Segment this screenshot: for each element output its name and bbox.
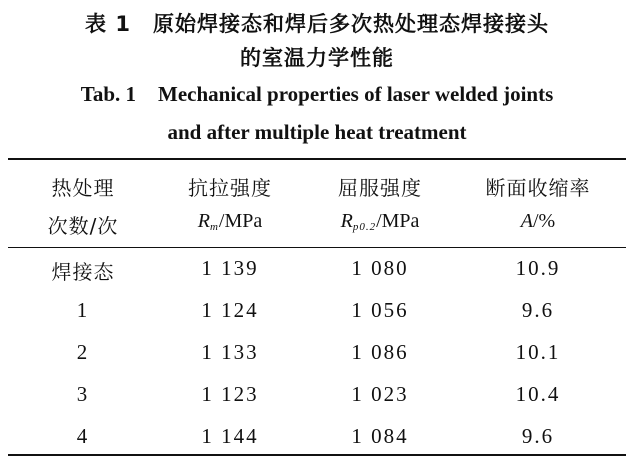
table-caption-cn-line2: 的室温力学性能 xyxy=(240,46,394,70)
header-treatment-count: 次数/次 xyxy=(47,214,119,238)
table-cell: 1 133 xyxy=(201,340,259,364)
header-heat-treatment: 热处理 xyxy=(51,176,115,200)
table-cell: 3 xyxy=(76,382,90,406)
table-cell: 1 023 xyxy=(351,382,409,406)
table-top-rule xyxy=(8,158,626,160)
table-label-cn: 表 1 xyxy=(85,12,131,36)
table-cell: 1 056 xyxy=(351,298,409,322)
table-caption-en-line2: and after multiple heat treatment xyxy=(167,120,467,144)
header-tensile-strength: 抗拉强度 xyxy=(188,176,272,200)
table-cell: 焊接态 xyxy=(51,260,115,284)
table-cell: 9.6 xyxy=(521,424,555,448)
symbol-a: A xyxy=(520,210,533,232)
header-area-reduction: 断面收缩率 xyxy=(485,176,591,200)
table-cell: 10.1 xyxy=(515,340,561,364)
table-cell: 1 xyxy=(76,298,90,322)
table-cell: 1 084 xyxy=(351,424,409,448)
caption-en-title: Mechanical properties of laser welded joints xyxy=(158,82,554,106)
subscript-rp: p0.2 xyxy=(352,221,377,233)
table-cell: 1 124 xyxy=(201,298,259,322)
table-cell: 4 xyxy=(76,424,90,448)
table-bottom-rule xyxy=(8,454,626,456)
header-yield-strength: 屈服强度 xyxy=(338,176,422,200)
table-cell: 1 080 xyxy=(351,256,409,280)
table-cell: 1 139 xyxy=(201,256,259,280)
header-rp-unit xyxy=(341,210,420,233)
table-cell: 2 xyxy=(76,340,90,364)
unit-mpa: /MPa xyxy=(218,210,263,232)
unit-mpa: /MPa xyxy=(376,210,420,232)
table-cell: 1 123 xyxy=(201,382,259,406)
table-caption-cn-line1 xyxy=(0,8,634,38)
caption-cn-title: 原始焊接态和焊后多次热处理态焊接接头 xyxy=(152,12,549,36)
subscript-rm: m xyxy=(209,221,219,233)
symbol-rp: R xyxy=(340,210,353,232)
table-cell: 1 086 xyxy=(351,340,409,364)
table-cell: 9.6 xyxy=(521,298,555,322)
table-caption-en-line1 xyxy=(0,82,634,107)
table-cell: 10.9 xyxy=(515,256,561,280)
unit-percent: /% xyxy=(533,210,556,232)
header-a-unit xyxy=(521,210,555,233)
table-cell: 10.4 xyxy=(515,382,561,406)
symbol-rm: R xyxy=(197,210,210,232)
table-header-rule xyxy=(8,247,626,248)
table-cell: 1 144 xyxy=(201,424,259,448)
header-rm-unit xyxy=(198,210,263,233)
table-label-en: Tab. 1 xyxy=(80,82,136,106)
